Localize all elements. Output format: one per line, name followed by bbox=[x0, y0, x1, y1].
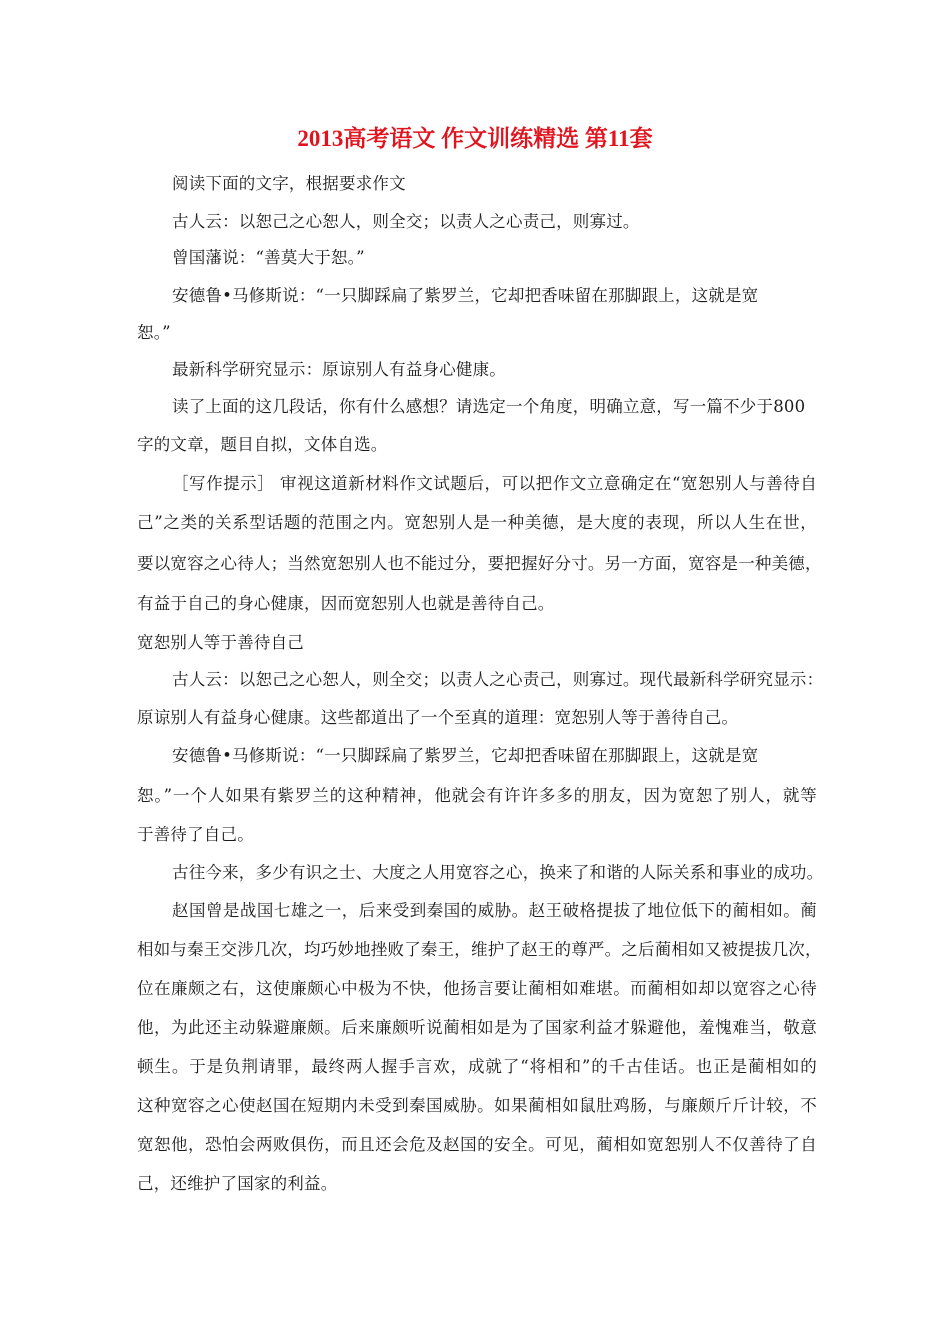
paragraph-line: 古往今来，多少有识之士、大度之人用宽容之心，换来了和谐的人际关系和事业的成功。 bbox=[172, 863, 824, 882]
paragraph-line: 于善待了自己。 bbox=[137, 825, 254, 844]
paragraph-line: 位在廉颇之右，这使廉颇心中极为不快，他扬言要让蔺相如难堪。而蔺相如却以宽容之心待 bbox=[137, 979, 817, 998]
paragraph-line: 己”之类的关系型话题的范围之内。宽恕别人是一种美德，是大度的表现，所以人生在世， bbox=[137, 513, 817, 532]
paragraph-line: 要以宽容之心待人；当然宽恕别人也不能过分，要把握好分寸。另一方面，宽容是一种美德， bbox=[137, 554, 822, 573]
paragraph-line: 字的文章，题目自拟，文体自选。 bbox=[137, 435, 388, 454]
paragraph-line: 顿生。于是负荆请罪，最终两人握手言欢，成就了“将相和”的千古佳话。也正是蔺相如的 bbox=[137, 1057, 817, 1076]
paragraph-line: 己，还维护了国家的利益。 bbox=[137, 1174, 338, 1193]
paragraph-line: 原谅别人有益身心健康。这些都道出了一个至真的道理：宽恕别人等于善待自己。 bbox=[137, 708, 739, 727]
paragraph-line: 曾国藩说：“善莫大于恕。” bbox=[172, 248, 365, 267]
paragraph-line: 他，为此还主动躲避廉颇。后来廉颇听说蔺相如是为了国家利益才躲避他，羞愧难当，敬意 bbox=[137, 1018, 817, 1037]
paragraph-line: ［写作提示］ 审视这道新材料作文试题后，可以把作文立意确定在“宽恕别人与善待自 bbox=[172, 474, 817, 493]
paragraph-line: 安德鲁•马修斯说：“一只脚踩扁了紫罗兰，它却把香味留在那脚跟上，这就是宽 bbox=[172, 286, 759, 305]
paragraph-line: 最新科学研究显示：原谅别人有益身心健康。 bbox=[172, 360, 506, 379]
paragraph-line: 读了上面的这几段话，你有什么感想？请选定一个角度，明确立意，写一篇不少于800 bbox=[172, 397, 806, 416]
paragraph-line: 相如与秦王交涉几次，均巧妙地挫败了秦王，维护了赵王的尊严。之后蔺相如又被提拔几次， bbox=[137, 940, 822, 959]
paragraph-line: 有益于自己的身心健康，因而宽恕别人也就是善待自己。 bbox=[137, 594, 555, 613]
paragraph-line: 恕。” bbox=[137, 323, 171, 342]
paragraph-line: 宽恕他，恐怕会两败俱伤，而且还会危及赵国的安全。可见，蔺相如宽恕别人不仅善待了自 bbox=[137, 1135, 817, 1154]
paragraph-line: 古人云：以恕己之心恕人，则全交；以责人之心责己，则寡过。 bbox=[172, 212, 640, 231]
paragraph-line: 安德鲁•马修斯说：“一只脚踩扁了紫罗兰，它却把香味留在那脚跟上，这就是宽 bbox=[172, 746, 759, 765]
document-title: 2013高考语文 作文训练精选 第11套 bbox=[297, 126, 653, 151]
paragraph-line: 阅读下面的文字，根据要求作文 bbox=[172, 174, 406, 193]
section-heading: 宽恕别人等于善待自己 bbox=[137, 633, 304, 652]
paragraph-line: 恕。”一个人如果有紫罗兰的这种精神，他就会有许许多多的朋友，因为宽恕了别人，就等 bbox=[137, 786, 817, 805]
paragraph-line: 赵国曾是战国七雄之一，后来受到秦国的威胁。赵王破格提拔了地位低下的蔺相如。蔺 bbox=[172, 901, 817, 920]
paragraph-line: 这种宽容之心使赵国在短期内未受到秦国威胁。如果蔺相如鼠肚鸡肠，与廉颇斤斤计较，不 bbox=[137, 1096, 817, 1115]
paragraph-line: 古人云：以恕己之心恕人，则全交；以责人之心责己，则寡过。现代最新科学研究显示： bbox=[172, 670, 824, 689]
